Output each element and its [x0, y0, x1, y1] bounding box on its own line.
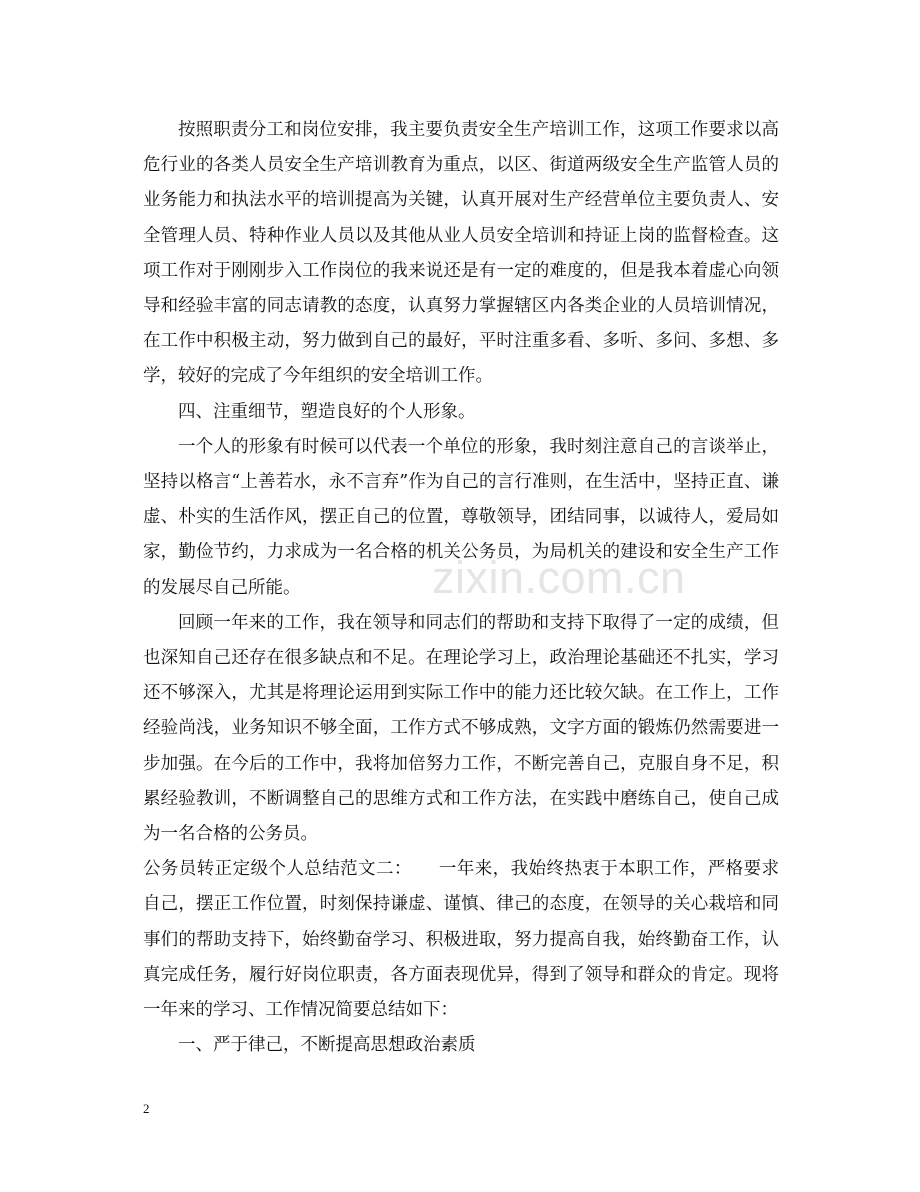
- page-number: 2: [143, 1101, 150, 1116]
- paragraph-training-duties: 按照职责分工和岗位安排，我主要负责安全生产培训工作，这项工作要求以高危行业的各类人员安全生产培训教育为重点，以区、街道两级安全生产监管人员的业务能力和执法水平的培训提高为关键，认真开展对生产经营单位主要负责人、安全管理人员、特种作业人员以及其他从业人员安全培训和持证上岗的监督检查。这项工作对于刚刚步入工作岗位的我来说还是有一定的难度的，但是我本着虚心向领导和经验丰富的同志请教的态度，认真努力掌握辖区内各类企业的人员培训情况，在工作中积极主动，努力做到自己的最好，平时注重多看、多听、多问、多想、多学，较好的完成了今年组织的安全培训工作。: [143, 120, 779, 387]
- document-body: [143, 113, 779, 1063]
- paragraph-year-review: 回顾一年来的工作，我在领导和同志们的帮助和支持下取得了一定的成绩，但也深知自己还存在很多缺点和不足。在理论学习上，政治理论基础还不扎实，学习还不够深入，尤其是将理论运用到实际工作中的能力还比较欠缺。在工作上，工作经验尚浅，业务知识不够全面，工作方式不够成熟，文字方面的锻炼仍然需要进一步加强。在今后的工作中，我将加倍努力工作，不断完善自己，克服自身不足，积累经验教训，不断调整自己的思维方式和工作方法，在实践中磨练自己，使自己成为一名合格的公务员。: [143, 612, 779, 845]
- paragraph-personal-image: 一个人的形象有时候可以代表一个单位的形象，我时刻注意自己的言谈举止，坚持以格言“上善若水，永不言弃”作为自己的言行准则，在生活中，坚持正直、谦虚、朴实的生活作风，摆正自己的位置，尊敬领导，团结同事，以诚待人，爱局如家，勤俭节约，力求成为一名合格的机关公务员，为局机关的建设和安全生产工作的发展尽自己所能。: [143, 436, 779, 598]
- paragraph-sample-two: 公务员转正定级个人总结范文二： 一年来，我始终热衷于本职工作，严格要求自己，摆正工作位置，时刻保持谦虚、谨慎、律己的态度，在领导的关心栽培和同事们的帮助支持下，始终勤奋学习、积极进取，努力提高自我，始终勤奋工作，认真完成任务，履行好岗位职责，各方面表现优异，得到了领导和群众的肯定。现将一年来的学习、工作情况简要总结如下：: [143, 859, 779, 1021]
- heading-section-one: 一、严于律己，不断提高思想政治素质: [178, 1035, 476, 1056]
- watermark-text: zixin.com.cn: [432, 552, 686, 603]
- heading-section-four: 四、注重细节，塑造良好的个人形象。: [178, 401, 476, 422]
